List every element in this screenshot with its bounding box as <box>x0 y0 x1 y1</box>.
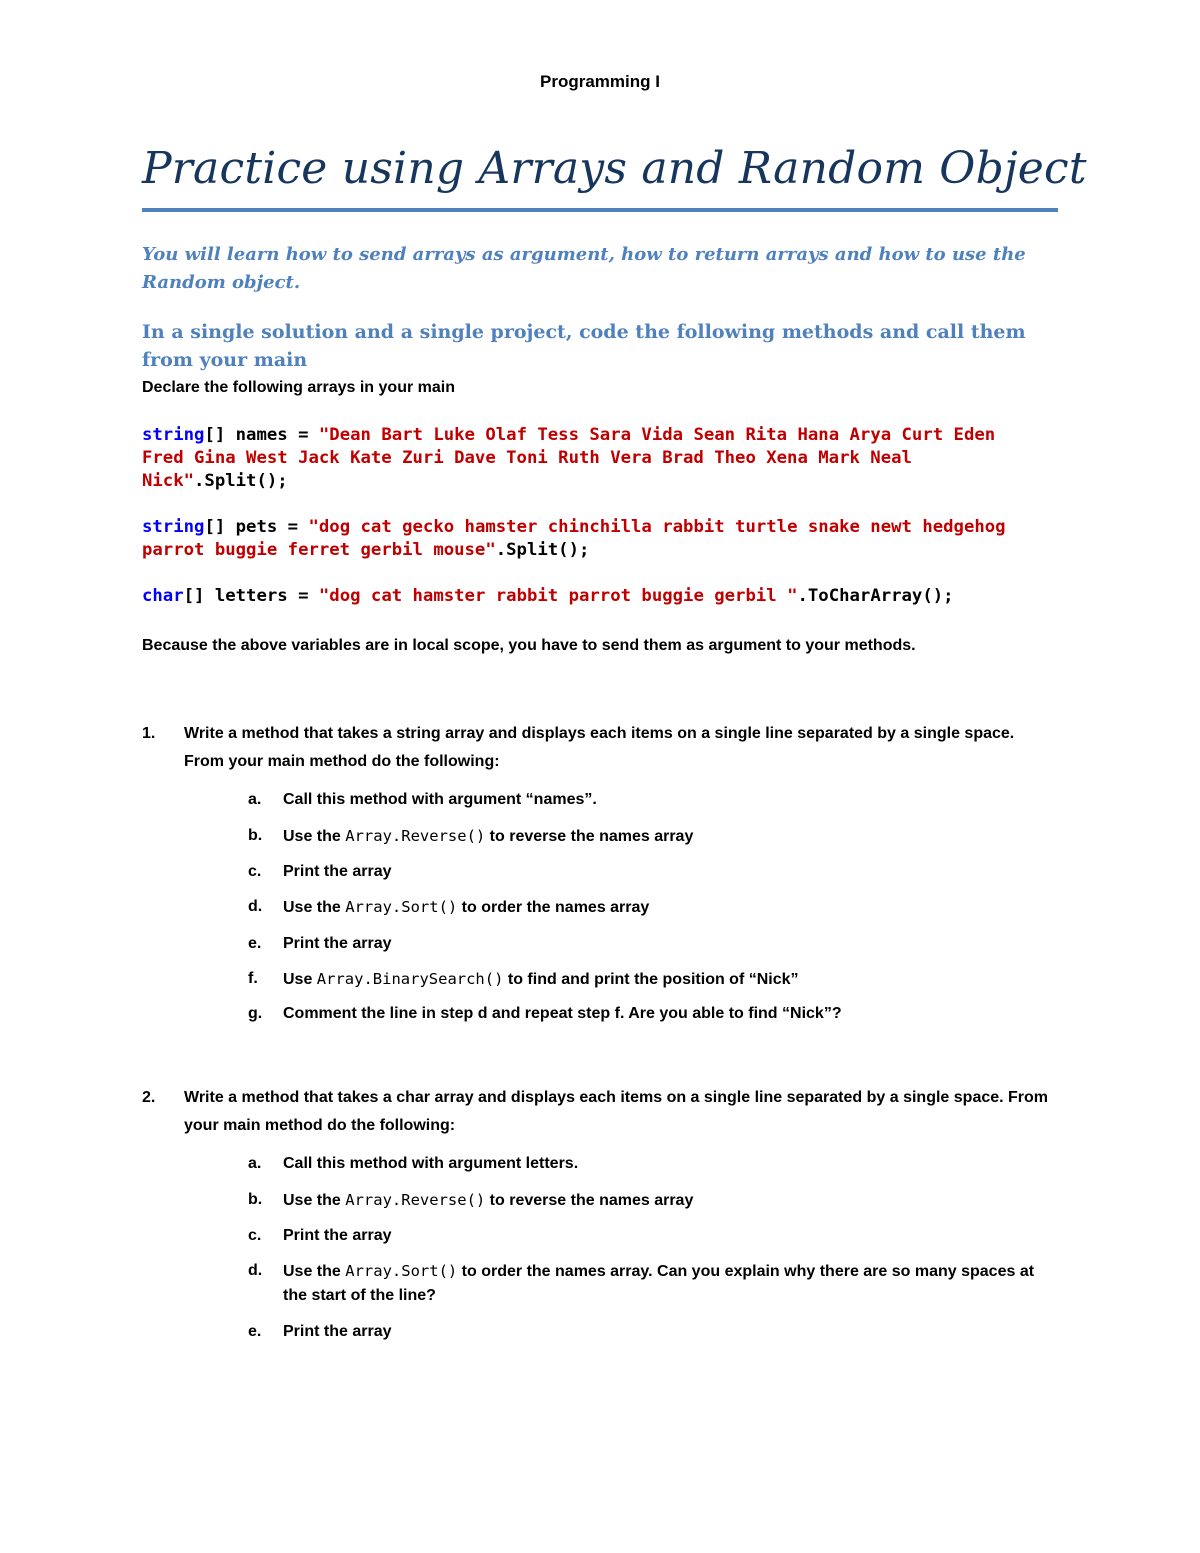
step-letter: g. <box>248 1005 263 1022</box>
step-text-pre: Use the <box>283 1192 346 1209</box>
step-text-pre: Use <box>283 971 317 988</box>
step-text: Call this method with argument “names”. <box>283 791 597 808</box>
step-letter: a. <box>248 1155 262 1172</box>
step-letter: d. <box>248 898 263 915</box>
step-text <box>283 1188 1058 1213</box>
document-title: Practice using Arrays and Random Object <box>142 143 1087 194</box>
step-text: Print the array <box>283 1323 392 1340</box>
step-letter: a. <box>248 791 262 808</box>
inline-code: Array.BinarySearch() <box>316 970 504 988</box>
code-block-pets <box>142 516 1058 562</box>
step-text: Comment the line in step d and repeat step f. Are you able to find “Nick”? <box>283 1005 842 1022</box>
code-block-names <box>142 424 1058 493</box>
subtitle: You will learn how to send arrays as argument, how to return arrays and how to use the Random object. <box>142 244 1026 293</box>
step-letter: c. <box>248 1227 262 1244</box>
step-text <box>283 895 1058 920</box>
code-tail: .Split(); <box>194 471 288 491</box>
scope-note: Because the above variables are in local scope, you have to send them as argument to your methods. <box>142 637 916 654</box>
step-letter: f. <box>248 970 258 987</box>
code-string-line: Fred Gina West Jack Kate Zuri Dave Toni Ruth Vera Brad Theo Xena Mark Neal <box>142 448 912 468</box>
step-text-post: to find and print the position of “Nick” <box>503 971 799 988</box>
step-letter: d. <box>248 1262 263 1279</box>
step-text-post: to order the names array. Can you explain why there are so many spaces at the start of the line? <box>283 1263 1035 1304</box>
step-letter: b. <box>248 827 263 844</box>
code-string-line: Nick" <box>142 471 195 491</box>
step-text-post: to reverse the names array <box>485 828 694 845</box>
step-text-post: to reverse the names array <box>485 1192 694 1209</box>
code-tail: .ToCharArray(); <box>797 586 954 606</box>
code-keyword: char <box>142 586 184 606</box>
inline-code: Array.Sort() <box>345 1262 458 1280</box>
step-text: Print the array <box>283 935 392 952</box>
page-header: Programming I <box>540 72 660 91</box>
code-decl: [] pets = <box>204 517 309 537</box>
step-text <box>283 1259 1058 1308</box>
section-heading: In a single solution and a single project, code the following methods and call them from your main <box>142 321 1026 371</box>
step-letter: e. <box>248 1323 262 1340</box>
step-text: Print the array <box>283 863 392 880</box>
code-string-line: "dog cat gecko hamster chinchilla rabbit turtle snake newt hedgehog <box>308 517 1006 537</box>
step-text-pre: Use the <box>283 899 346 916</box>
inline-code: Array.Sort() <box>345 898 458 916</box>
step-text: Call this method with argument letters. <box>283 1155 579 1172</box>
code-decl: [] names = <box>204 425 319 445</box>
code-string-line: "Dean Bart Luke Olaf Tess Sara Vida Sean Rita Hana Arya Curt Eden <box>318 425 996 445</box>
code-decl: [] letters = <box>183 586 319 606</box>
question-number: 1. <box>142 725 156 742</box>
code-keyword: string <box>142 425 205 445</box>
step-letter: b. <box>248 1191 263 1208</box>
step-text-pre: Use the <box>283 1263 346 1280</box>
step-text-post: to order the names array <box>457 899 650 916</box>
question-text: Write a method that takes a char array and displays each items on a single line separated by a single space. From your main method do the following: <box>184 1089 1049 1134</box>
code-block-letters <box>142 585 1058 608</box>
title-underline <box>142 208 1058 212</box>
inline-code: Array.Reverse() <box>345 827 486 845</box>
question-number: 2. <box>142 1089 156 1106</box>
step-text-pre: Use the <box>283 828 346 845</box>
question-text: Write a method that takes a string array and displays each items on a single line separated by a single space. From your main method do the following: <box>184 725 1015 770</box>
step-letter: c. <box>248 863 262 880</box>
code-string-line: parrot buggie ferret gerbil mouse" <box>142 540 496 560</box>
step-text: Print the array <box>283 1227 392 1244</box>
step-letter: e. <box>248 935 262 952</box>
code-string: "dog cat hamster rabbit parrot buggie gerbil " <box>318 586 798 606</box>
step-text <box>283 967 1058 992</box>
code-keyword: string <box>142 517 205 537</box>
inline-code: Array.Reverse() <box>345 1191 486 1209</box>
declare-instruction: Declare the following arrays in your main <box>142 379 455 396</box>
code-tail: .Split(); <box>495 540 590 560</box>
step-text <box>283 824 1058 849</box>
